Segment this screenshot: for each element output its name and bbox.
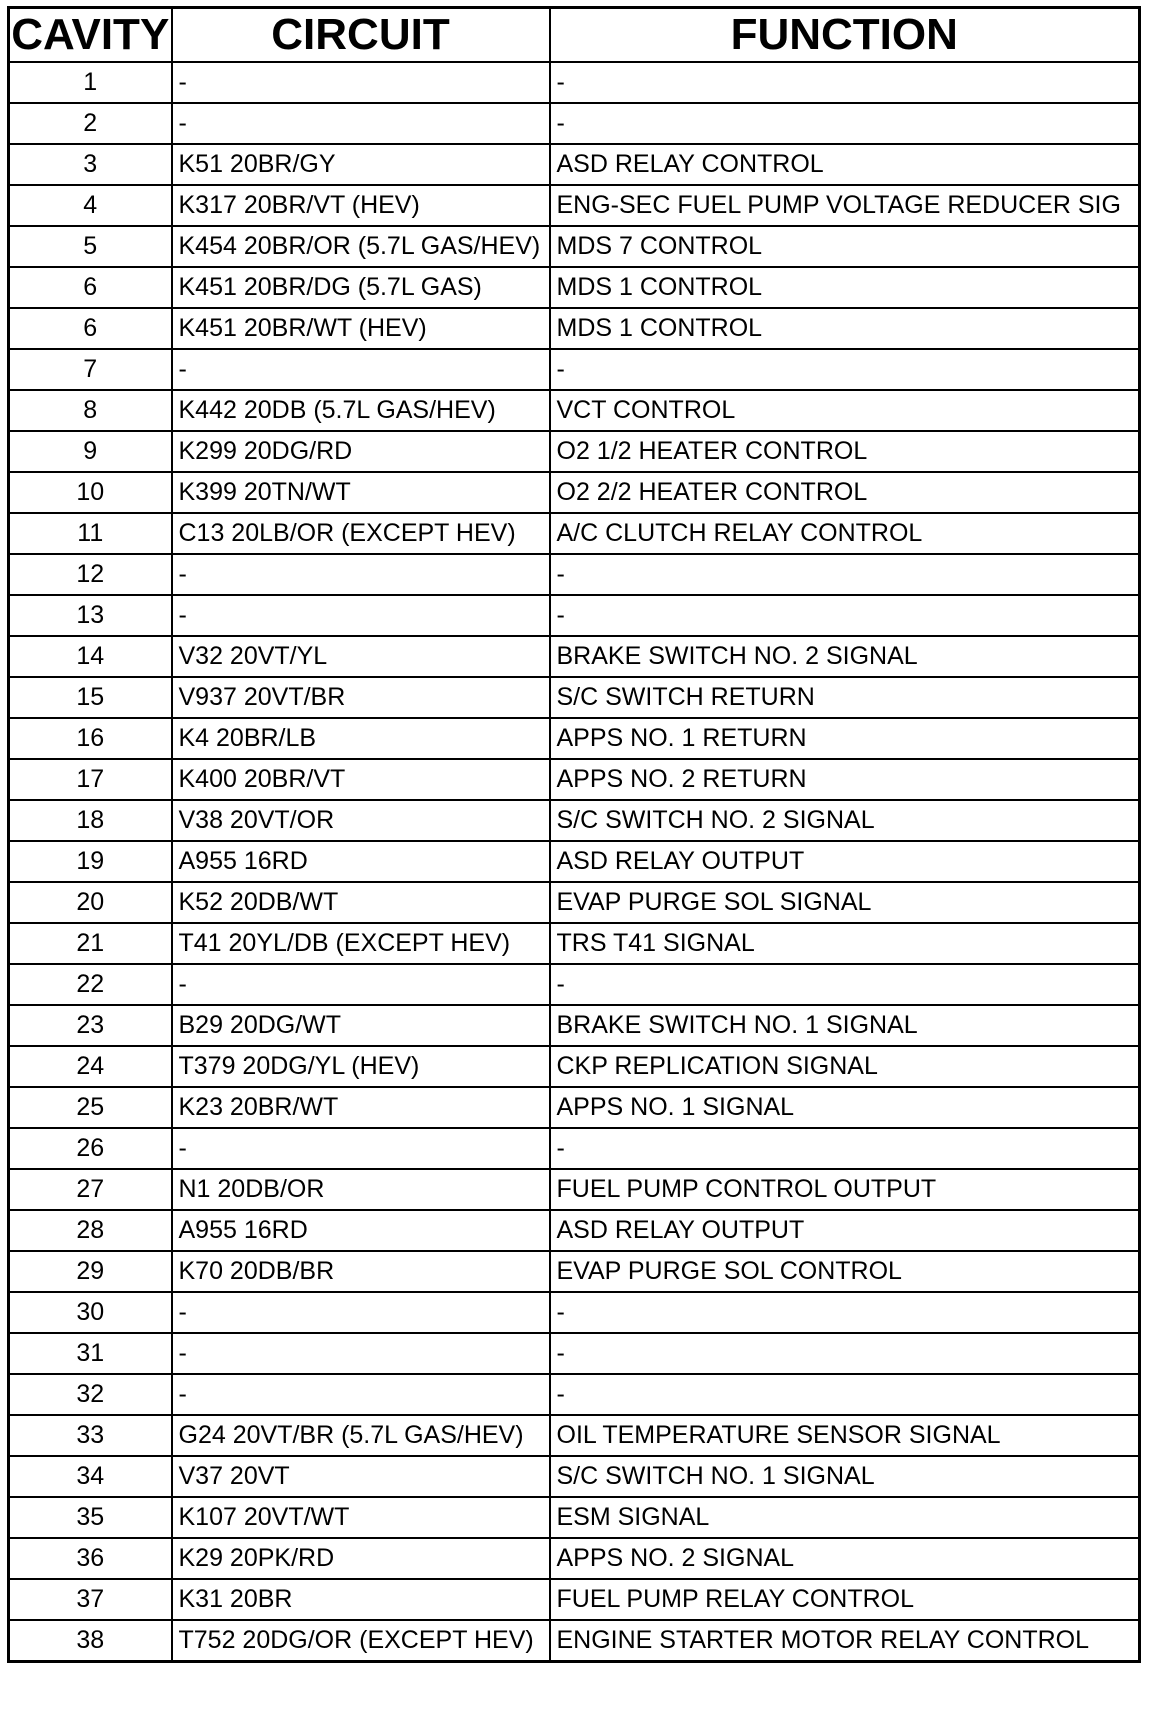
function-cell: ASD RELAY OUTPUT — [550, 841, 1140, 882]
table-row — [9, 882, 1140, 923]
cavity-cell: 6 — [9, 308, 172, 349]
function-cell: - — [550, 554, 1140, 595]
function-cell: S/C SWITCH RETURN — [550, 677, 1140, 718]
function-cell: FUEL PUMP CONTROL OUTPUT — [550, 1169, 1140, 1210]
function-cell: BRAKE SWITCH NO. 2 SIGNAL — [550, 636, 1140, 677]
table-row — [9, 841, 1140, 882]
table-row — [9, 513, 1140, 554]
circuit-cell: A955 16RD — [172, 1210, 550, 1251]
table-row — [9, 185, 1140, 226]
cavity-cell: 30 — [9, 1292, 172, 1333]
table-row — [9, 103, 1140, 144]
table-row — [9, 1620, 1140, 1662]
circuit-cell: K107 20VT/WT — [172, 1497, 550, 1538]
function-cell: APPS NO. 1 SIGNAL — [550, 1087, 1140, 1128]
function-cell: EVAP PURGE SOL CONTROL — [550, 1251, 1140, 1292]
cavity-cell: 35 — [9, 1497, 172, 1538]
function-cell: FUEL PUMP RELAY CONTROL — [550, 1579, 1140, 1620]
circuit-cell: K299 20DG/RD — [172, 431, 550, 472]
cavity-cell: 18 — [9, 800, 172, 841]
cavity-cell: 21 — [9, 923, 172, 964]
table-row — [9, 1538, 1140, 1579]
circuit-cell: K23 20BR/WT — [172, 1087, 550, 1128]
cavity-cell: 25 — [9, 1087, 172, 1128]
cavity-cell: 22 — [9, 964, 172, 1005]
function-cell: APPS NO. 1 RETURN — [550, 718, 1140, 759]
circuit-cell: V32 20VT/YL — [172, 636, 550, 677]
circuit-cell: N1 20DB/OR — [172, 1169, 550, 1210]
circuit-cell: K70 20DB/BR — [172, 1251, 550, 1292]
table-body — [9, 62, 1140, 1662]
table-row — [9, 226, 1140, 267]
table-row — [9, 1456, 1140, 1497]
function-cell: O2 1/2 HEATER CONTROL — [550, 431, 1140, 472]
cavity-cell: 32 — [9, 1374, 172, 1415]
circuit-cell: K317 20BR/VT (HEV) — [172, 185, 550, 226]
circuit-cell: - — [172, 964, 550, 1005]
cavity-cell: 27 — [9, 1169, 172, 1210]
cavity-cell: 36 — [9, 1538, 172, 1579]
function-cell: VCT CONTROL — [550, 390, 1140, 431]
circuit-cell: B29 20DG/WT — [172, 1005, 550, 1046]
table-row — [9, 677, 1140, 718]
table-row — [9, 390, 1140, 431]
header-function: FUNCTION — [550, 8, 1140, 63]
circuit-cell: T752 20DG/OR (EXCEPT HEV) — [172, 1620, 550, 1662]
table-row — [9, 472, 1140, 513]
connector-pinout-table — [7, 6, 1141, 1663]
table-row — [9, 595, 1140, 636]
circuit-cell: C13 20LB/OR (EXCEPT HEV) — [172, 513, 550, 554]
circuit-cell: - — [172, 62, 550, 103]
function-cell: - — [550, 1292, 1140, 1333]
cavity-cell: 26 — [9, 1128, 172, 1169]
function-cell: S/C SWITCH NO. 2 SIGNAL — [550, 800, 1140, 841]
table-row — [9, 1128, 1140, 1169]
cavity-cell: 15 — [9, 677, 172, 718]
function-cell: CKP REPLICATION SIGNAL — [550, 1046, 1140, 1087]
circuit-cell: - — [172, 1292, 550, 1333]
cavity-cell: 19 — [9, 841, 172, 882]
table-row — [9, 1169, 1140, 1210]
cavity-cell: 6 — [9, 267, 172, 308]
function-cell: EVAP PURGE SOL SIGNAL — [550, 882, 1140, 923]
table-row — [9, 923, 1140, 964]
table-row — [9, 636, 1140, 677]
function-cell: MDS 1 CONTROL — [550, 267, 1140, 308]
table-row — [9, 144, 1140, 185]
cavity-cell: 12 — [9, 554, 172, 595]
cavity-cell: 17 — [9, 759, 172, 800]
cavity-cell: 38 — [9, 1620, 172, 1662]
cavity-cell: 8 — [9, 390, 172, 431]
cavity-cell: 24 — [9, 1046, 172, 1087]
function-cell: ENG-SEC FUEL PUMP VOLTAGE REDUCER SIG — [550, 185, 1140, 226]
cavity-cell: 5 — [9, 226, 172, 267]
circuit-cell: K51 20BR/GY — [172, 144, 550, 185]
function-cell: ASD RELAY CONTROL — [550, 144, 1140, 185]
function-cell: APPS NO. 2 RETURN — [550, 759, 1140, 800]
circuit-cell: K442 20DB (5.7L GAS/HEV) — [172, 390, 550, 431]
cavity-cell: 9 — [9, 431, 172, 472]
circuit-cell: A955 16RD — [172, 841, 550, 882]
cavity-cell: 7 — [9, 349, 172, 390]
table-row — [9, 1210, 1140, 1251]
circuit-cell: T41 20YL/DB (EXCEPT HEV) — [172, 923, 550, 964]
cavity-cell: 13 — [9, 595, 172, 636]
cavity-cell: 3 — [9, 144, 172, 185]
circuit-cell: K31 20BR — [172, 1579, 550, 1620]
table-row — [9, 431, 1140, 472]
circuit-cell: V37 20VT — [172, 1456, 550, 1497]
table-row — [9, 1251, 1140, 1292]
table-row — [9, 1333, 1140, 1374]
table-row — [9, 1497, 1140, 1538]
table-row — [9, 964, 1140, 1005]
table-row — [9, 1292, 1140, 1333]
table-row — [9, 308, 1140, 349]
table-row — [9, 1005, 1140, 1046]
function-cell: MDS 7 CONTROL — [550, 226, 1140, 267]
circuit-cell: T379 20DG/YL (HEV) — [172, 1046, 550, 1087]
function-cell: ASD RELAY OUTPUT — [550, 1210, 1140, 1251]
table-row — [9, 1415, 1140, 1456]
circuit-cell: - — [172, 1374, 550, 1415]
function-cell: - — [550, 595, 1140, 636]
function-cell: ENGINE STARTER MOTOR RELAY CONTROL — [550, 1620, 1140, 1662]
cavity-cell: 11 — [9, 513, 172, 554]
cavity-cell: 1 — [9, 62, 172, 103]
function-cell: - — [550, 1333, 1140, 1374]
table-row — [9, 1579, 1140, 1620]
cavity-cell: 4 — [9, 185, 172, 226]
cavity-cell: 20 — [9, 882, 172, 923]
function-cell: A/C CLUTCH RELAY CONTROL — [550, 513, 1140, 554]
table-header-row — [9, 8, 1140, 63]
function-cell: MDS 1 CONTROL — [550, 308, 1140, 349]
table-row — [9, 62, 1140, 103]
cavity-cell: 23 — [9, 1005, 172, 1046]
table-row — [9, 554, 1140, 595]
circuit-cell: K4 20BR/LB — [172, 718, 550, 759]
function-cell: - — [550, 964, 1140, 1005]
circuit-cell: - — [172, 1333, 550, 1374]
cavity-cell: 29 — [9, 1251, 172, 1292]
circuit-cell: K400 20BR/VT — [172, 759, 550, 800]
function-cell: - — [550, 1128, 1140, 1169]
circuit-cell: V38 20VT/OR — [172, 800, 550, 841]
circuit-cell: K451 20BR/WT (HEV) — [172, 308, 550, 349]
header-circuit: CIRCUIT — [172, 8, 550, 63]
connector-pinout-table-container — [7, 6, 1138, 1663]
circuit-cell: K399 20TN/WT — [172, 472, 550, 513]
circuit-cell: K52 20DB/WT — [172, 882, 550, 923]
function-cell: BRAKE SWITCH NO. 1 SIGNAL — [550, 1005, 1140, 1046]
function-cell: APPS NO. 2 SIGNAL — [550, 1538, 1140, 1579]
cavity-cell: 34 — [9, 1456, 172, 1497]
circuit-cell: - — [172, 103, 550, 144]
circuit-cell: K454 20BR/OR (5.7L GAS/HEV) — [172, 226, 550, 267]
table-row — [9, 800, 1140, 841]
function-cell: ESM SIGNAL — [550, 1497, 1140, 1538]
circuit-cell: G24 20VT/BR (5.7L GAS/HEV) — [172, 1415, 550, 1456]
circuit-cell: V937 20VT/BR — [172, 677, 550, 718]
table-row — [9, 267, 1140, 308]
table-row — [9, 1046, 1140, 1087]
circuit-cell: - — [172, 1128, 550, 1169]
cavity-cell: 33 — [9, 1415, 172, 1456]
circuit-cell: - — [172, 554, 550, 595]
table-row — [9, 349, 1140, 390]
table-row — [9, 759, 1140, 800]
function-cell: S/C SWITCH NO. 1 SIGNAL — [550, 1456, 1140, 1497]
table-row — [9, 1087, 1140, 1128]
cavity-cell: 28 — [9, 1210, 172, 1251]
circuit-cell: - — [172, 595, 550, 636]
function-cell: OIL TEMPERATURE SENSOR SIGNAL — [550, 1415, 1140, 1456]
function-cell: TRS T41 SIGNAL — [550, 923, 1140, 964]
table-row — [9, 718, 1140, 759]
cavity-cell: 14 — [9, 636, 172, 677]
circuit-cell: K451 20BR/DG (5.7L GAS) — [172, 267, 550, 308]
table-row — [9, 1374, 1140, 1415]
header-cavity: CAVITY — [9, 8, 172, 63]
function-cell: - — [550, 1374, 1140, 1415]
cavity-cell: 2 — [9, 103, 172, 144]
function-cell: - — [550, 349, 1140, 390]
cavity-cell: 31 — [9, 1333, 172, 1374]
function-cell: - — [550, 62, 1140, 103]
cavity-cell: 37 — [9, 1579, 172, 1620]
circuit-cell: K29 20PK/RD — [172, 1538, 550, 1579]
cavity-cell: 16 — [9, 718, 172, 759]
cavity-cell: 10 — [9, 472, 172, 513]
circuit-cell: - — [172, 349, 550, 390]
function-cell: O2 2/2 HEATER CONTROL — [550, 472, 1140, 513]
function-cell: - — [550, 103, 1140, 144]
